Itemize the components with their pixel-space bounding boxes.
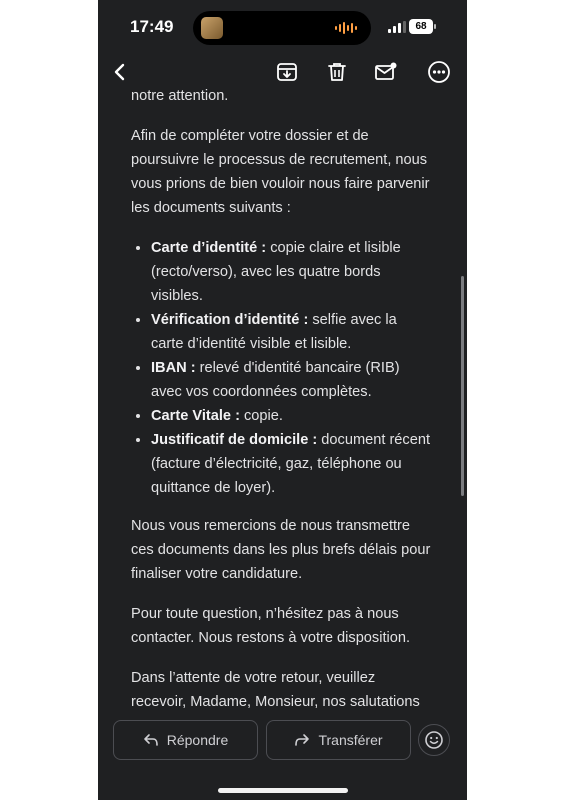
archive-button[interactable] <box>273 58 301 86</box>
mail-unread-icon <box>374 61 398 83</box>
phone-screen <box>98 0 467 800</box>
document-desc: document récent (facture d’électricité, gaz, téléphone ou quittance de loyer). <box>151 432 431 496</box>
battery-tip <box>434 24 436 29</box>
document-label: IBAN : <box>151 360 196 376</box>
document-desc: selfie avec la carte d’identité visible et lisible. <box>151 312 397 352</box>
forward-button[interactable] <box>266 720 411 760</box>
status-bar <box>98 0 467 54</box>
archive-icon <box>276 61 298 83</box>
email-closing: Dans l’attente de votre retour, veuillez recevoir, Madame, Monsieur, nos salutations <box>131 670 420 710</box>
mark-unread-button[interactable] <box>372 58 400 86</box>
document-label: Vérification d’identité : <box>151 312 309 328</box>
forward-icon <box>294 733 310 747</box>
email-intro: Afin de compléter votre dossier et de poursuivre le processus de recrutement, nous vous prions de bien vouloir nous faire parvenir les documents suivants : <box>131 128 430 216</box>
emoji-reaction-button[interactable] <box>418 724 450 756</box>
more-icon <box>427 60 451 84</box>
email-body <box>131 84 431 712</box>
reply-button[interactable] <box>113 720 258 760</box>
list-item <box>151 236 431 308</box>
document-label: Carte d’identité : <box>151 240 267 256</box>
dynamic-island[interactable] <box>193 11 371 45</box>
delete-button[interactable] <box>323 58 351 86</box>
battery-indicator: 68 <box>409 19 433 34</box>
list-item <box>151 308 431 356</box>
document-label: Carte Vitale : <box>151 408 240 424</box>
document-label: Justificatif de domicile : <box>151 432 318 448</box>
list-item <box>151 404 431 428</box>
list-item <box>151 428 431 500</box>
trash-icon <box>326 61 348 83</box>
document-desc: copie claire et lisible (recto/verso), avec les quatre bords visibles. <box>151 240 401 304</box>
cellular-signal-icon <box>388 21 406 33</box>
status-time: 17:49 <box>130 17 174 36</box>
document-desc: copie. <box>239 408 283 424</box>
email-fragment: notre attention. <box>131 88 229 104</box>
bottom-action-bar <box>98 712 467 800</box>
reply-icon <box>143 733 159 747</box>
home-indicator[interactable] <box>218 788 348 793</box>
back-button[interactable] <box>106 58 134 86</box>
smiley-icon <box>424 730 444 750</box>
audio-wave-icon <box>335 22 357 34</box>
now-playing-artwork-icon <box>201 17 223 39</box>
document-desc: relevé d'identité bancaire (RIB) avec vos coordonnées complètes. <box>151 360 400 400</box>
email-question: Pour toute question, n’hésitez pas à nous contacter. Nous restons à votre disposition. <box>131 606 411 646</box>
email-thanks: Nous vous remercions de nous transmettre ces documents dans les plus brefs délais pour finaliser votre candidature. <box>131 518 431 582</box>
scrollbar[interactable] <box>461 276 464 496</box>
chevron-left-icon <box>110 62 130 82</box>
reply-label: Répondre <box>166 732 229 748</box>
list-item <box>151 356 431 404</box>
documents-list <box>131 236 431 500</box>
forward-label: Transférer <box>318 732 383 748</box>
more-button[interactable] <box>425 58 453 86</box>
